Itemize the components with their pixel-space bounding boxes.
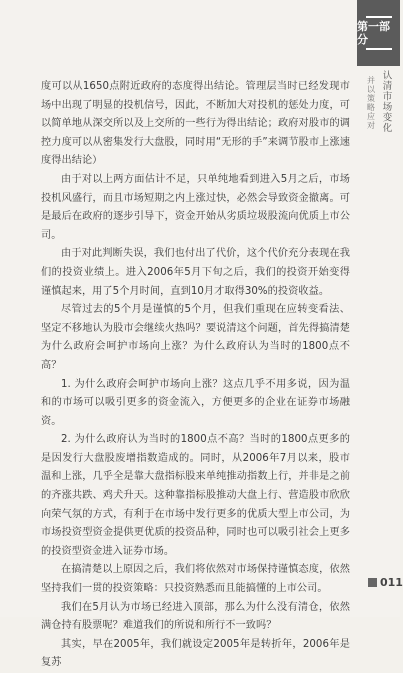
page-number — [368, 576, 403, 589]
page-number-text: 011 — [380, 576, 403, 589]
section-subtitle: 并以策略应对 — [366, 76, 376, 130]
paragraph-1: 度可以从1650点附近政府的态度得出结论。管理层当时已经发现市场中出现了明显的投机信号，因此，不断加大对投机的惩处力度，可以简单地从深交所以及上交所的一些行为得出结论；政府对股市的调控力度可以从密集发行大盘股，同时用“无形的手”来调节股市上涨速度得出结论） — [41, 81, 350, 167]
part-label-box — [357, 0, 400, 66]
section-title-vertical — [365, 70, 393, 190]
paragraph-2: 由于对以上两方面估计不足，只单纯地看到进入5月之后，市场投机风盛行，而且市场短期之内上涨过快，必然会导致资金撤离。可是最后在政府的逐步引导下，资金开始从劣质垃圾股流向优质上市公司。 — [41, 173, 350, 241]
page-number-marker — [368, 578, 377, 587]
body-text — [41, 78, 350, 673]
paragraph-9: 其实，早在2005年，我们就设定2005年是转折年，2006年是复苏 — [41, 638, 350, 669]
paragraph-5: 1. 为什么政府会呵护市场向上涨？这点几乎不用多说，因为温和的市场可以吸引更多的资金流入，方便更多的企业在证券市场融资。 — [41, 378, 350, 427]
section-rail — [357, 0, 400, 617]
paragraph-4: 尽管过去的5个月是谨慎的5个月，但我们重现在应转变看法、坚定不移地认为股市会继续火热吗？要说清这个问题，首先得搞清楚为什么政府会呵护市场向上涨？为什么政府认为当时的1800点不高？ — [41, 304, 350, 371]
part-label: 第一部分 — [357, 20, 390, 46]
section-title: 认清市场变化 — [380, 70, 392, 133]
paragraph-3: 由于对此判断失误，我们也付出了代价，这个代价充分表现在我们的投资业绩上。进入2006年5月下旬之后，我们的投资开始变得谨慎起来，用了5个月时间，直到10月才取得30%的投资收益。 — [41, 248, 350, 297]
paragraph-8: 我们在5月认为市场已经进入顶部，那么为什么没有清仓，依然满仓持有股票呢？难道我们的所说和所行不一致吗？ — [41, 601, 350, 632]
paragraph-7: 在搞清楚以上原因之后，我们将依然对市场保持谨慎态度，依然坚持我们一贯的投资策略：只投资熟悉而且能搞懂的上市公司。 — [41, 564, 350, 595]
paragraph-6: 2. 为什么政府认为当时的1800点不高？当时的1800点更多的是因发行大盘股废增指数造成的。同时，从2006年7月以来，股市温和上涨，几乎全是靠大盘指标股来单纯推动指数上行，并非是之前的齐涨共跌、鸡犬升天。这种靠指标股推动大盘上行、营造股市欣欣向荣气氛的方式，有利于在市场中发行更多的优质大型上市公司，为市场投资型资金提供更优质的投资品种，同时也可以吸引社会上更多的投资型资金进入证券市场。 — [41, 434, 350, 557]
rail-divider-bottom — [366, 48, 392, 50]
rail-divider-top — [366, 16, 392, 18]
